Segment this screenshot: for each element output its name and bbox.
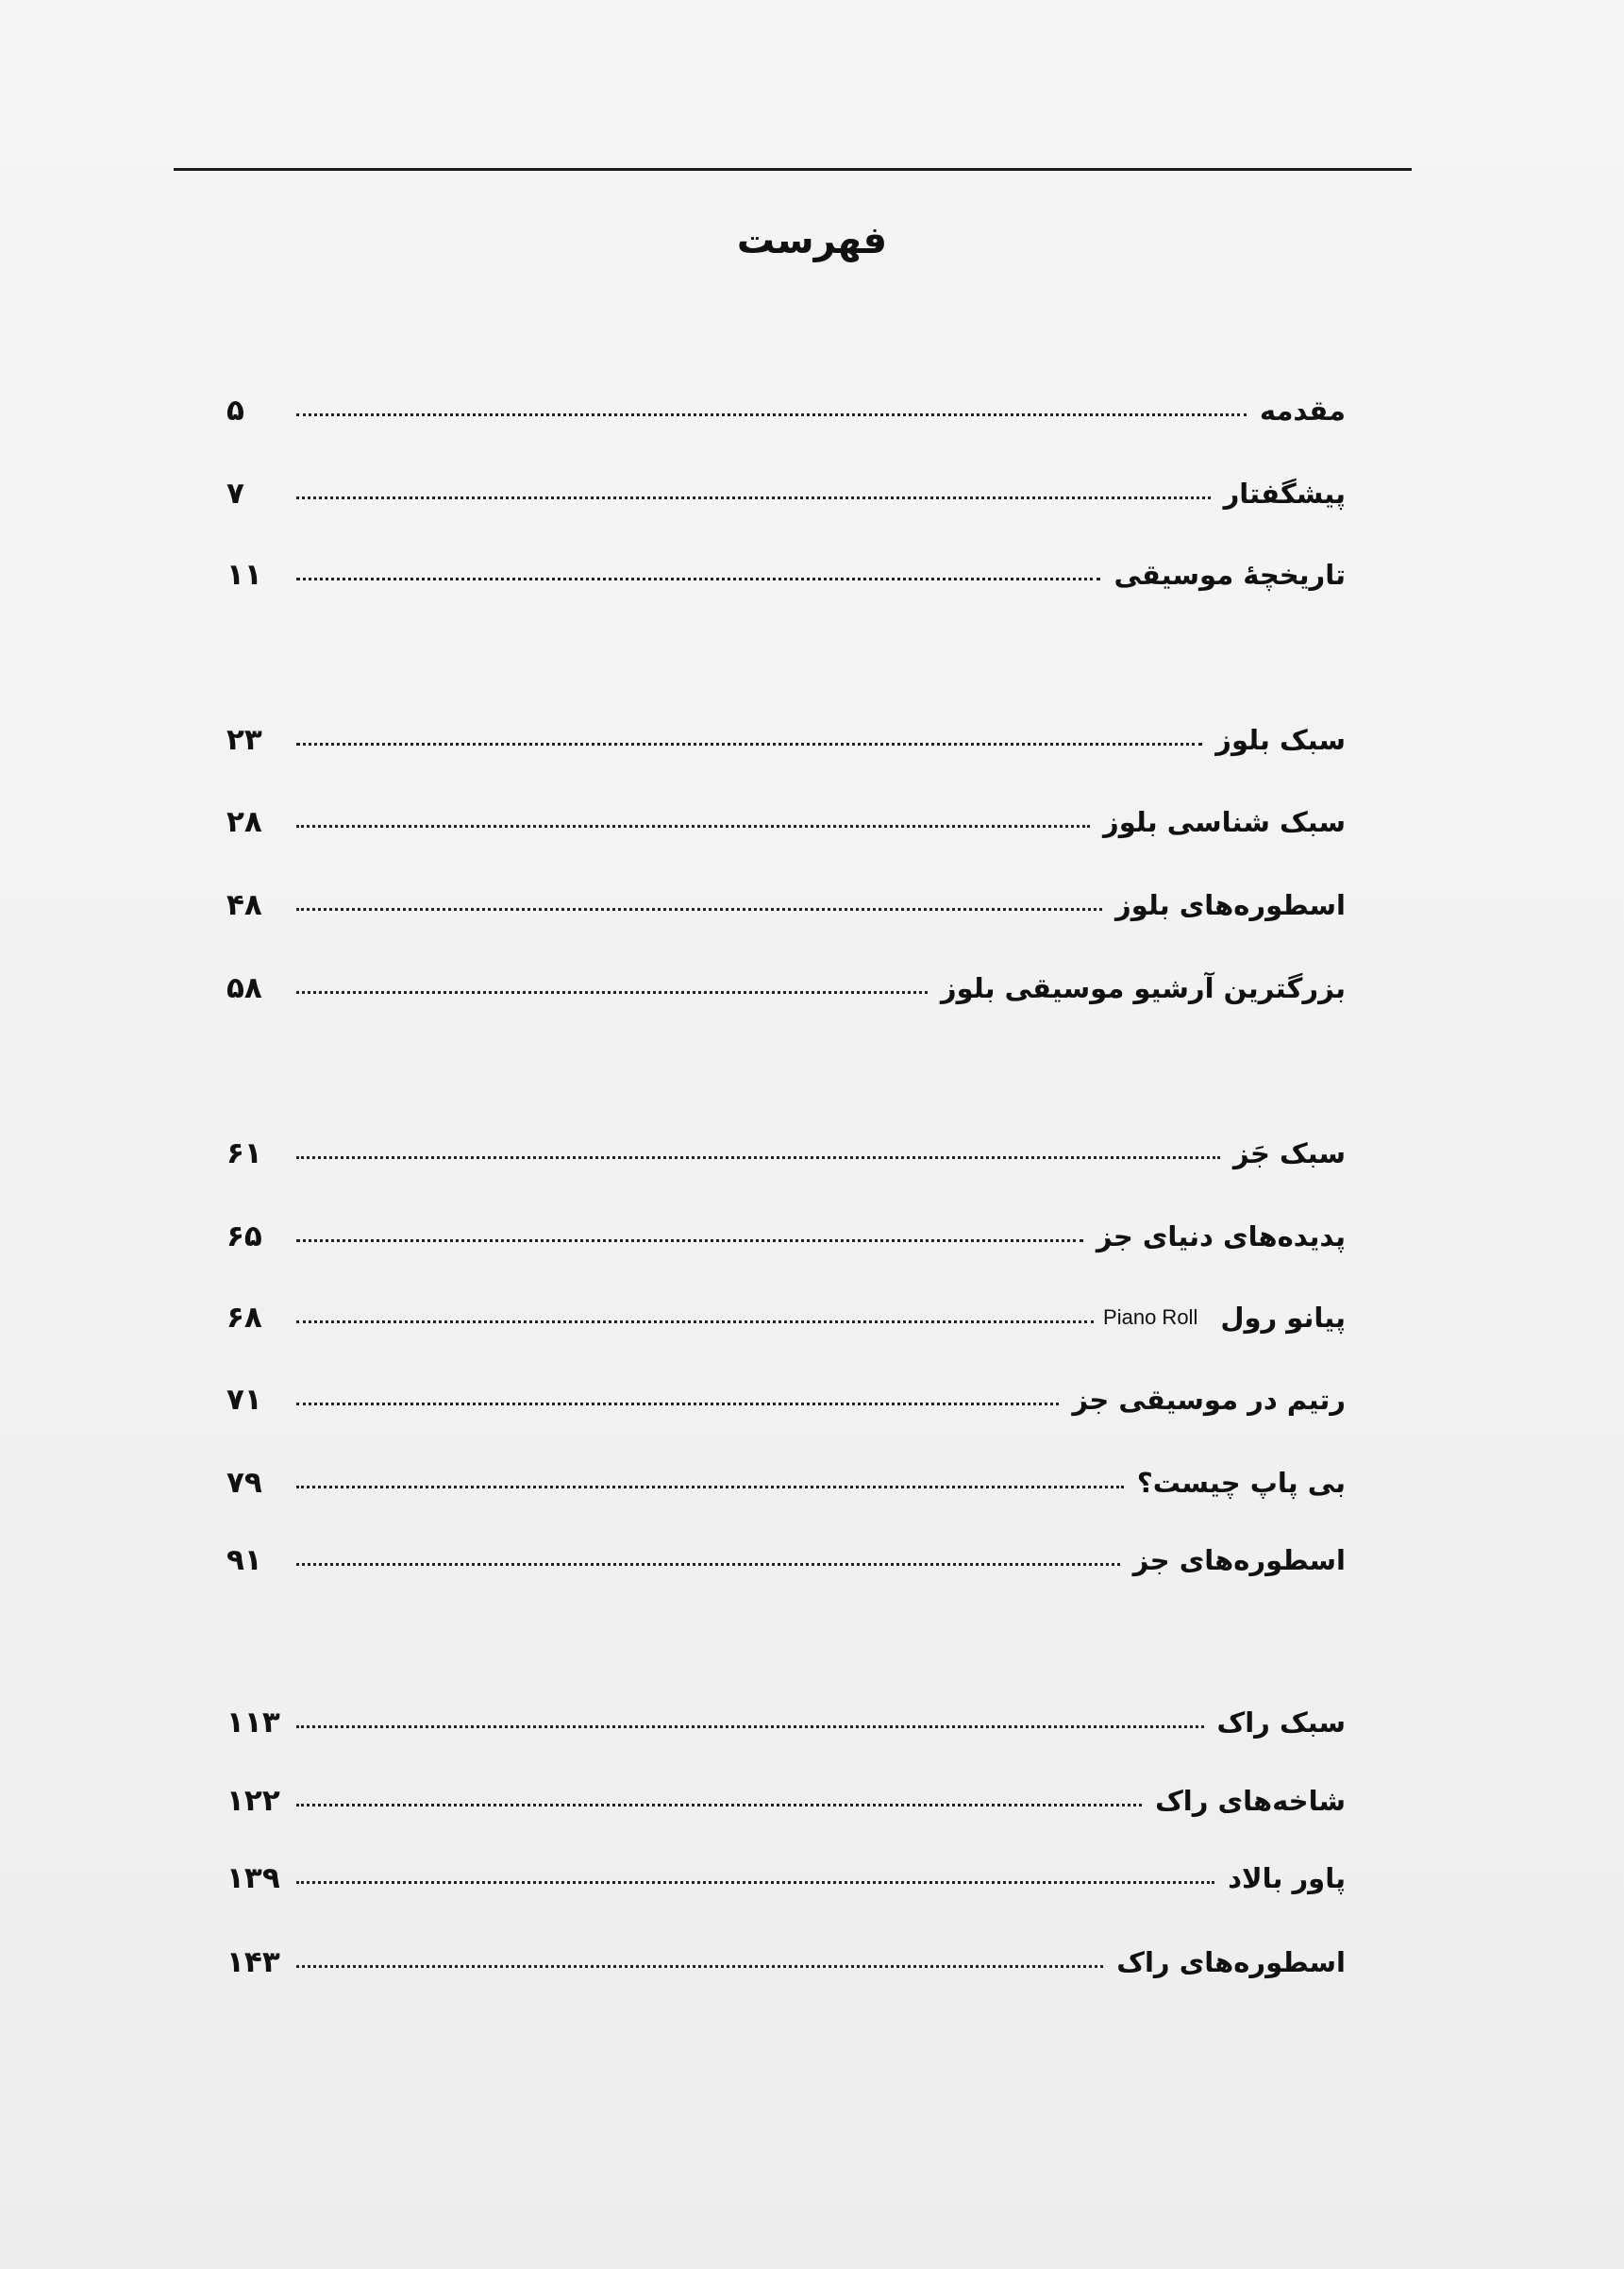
toc-entry-latin-label: Piano Roll bbox=[1103, 1305, 1198, 1329]
toc-entry[interactable] bbox=[226, 384, 1346, 437]
toc-page-number: ۷۹ bbox=[226, 1466, 262, 1500]
dot-leader bbox=[296, 413, 1247, 416]
toc-entry[interactable] bbox=[226, 796, 1346, 849]
toc-entry-label: تاریخچهٔ موسیقی bbox=[1113, 559, 1346, 591]
toc-entry[interactable] bbox=[226, 1456, 1346, 1509]
toc-entry[interactable] bbox=[226, 714, 1346, 766]
toc-page-number: ۱۲۲ bbox=[226, 1784, 280, 1818]
toc-page-number: ۱۱۳ bbox=[226, 1706, 280, 1740]
toc-page-number: ۵۸ bbox=[226, 971, 262, 1005]
toc-entry[interactable] bbox=[226, 548, 1346, 601]
dot-leader bbox=[296, 1725, 1204, 1728]
toc-entry[interactable] bbox=[226, 1696, 1346, 1749]
toc-entry-label: سبک بلوز bbox=[1215, 724, 1346, 756]
dot-leader bbox=[296, 743, 1202, 746]
toc-entry[interactable] bbox=[226, 1373, 1346, 1426]
toc-entry-label: پدیده‌های دنیای جز bbox=[1096, 1220, 1346, 1252]
toc-page-number: ۷۱ bbox=[226, 1383, 262, 1417]
page-title: فهرست bbox=[736, 219, 888, 262]
dot-leader bbox=[296, 1881, 1214, 1884]
toc-entry[interactable] bbox=[226, 1852, 1346, 1905]
toc-entry-label: سبک شناسی بلوز bbox=[1103, 806, 1346, 838]
dot-leader bbox=[296, 1486, 1124, 1488]
toc-entry-label: بی پاپ چیست؟ bbox=[1136, 1467, 1346, 1499]
dot-leader bbox=[296, 496, 1211, 499]
toc-entry[interactable] bbox=[226, 467, 1346, 520]
toc-entry-label: رتیم در موسیقی جز bbox=[1072, 1384, 1346, 1416]
toc-entry-label: پیانو رول bbox=[1220, 1302, 1346, 1334]
dot-leader bbox=[296, 578, 1100, 580]
toc-entry-label: اسطوره‌های جز bbox=[1132, 1544, 1346, 1576]
toc-entry[interactable] bbox=[226, 1774, 1346, 1827]
dot-leader bbox=[296, 1965, 1103, 1968]
toc-page-number: ۱۴۳ bbox=[226, 1945, 280, 1979]
dot-leader bbox=[296, 1239, 1083, 1242]
toc-page-number: ۱۳۹ bbox=[226, 1861, 280, 1895]
toc-entry[interactable] bbox=[226, 879, 1346, 932]
toc-page-number: ۹۱ bbox=[226, 1543, 262, 1577]
dot-leader bbox=[296, 1320, 1094, 1323]
toc-entry[interactable] bbox=[226, 1534, 1346, 1587]
dot-leader bbox=[296, 908, 1102, 911]
toc-page-number: ۲۸ bbox=[226, 805, 262, 839]
toc-page-number: ۷ bbox=[226, 477, 244, 511]
toc-page-number: ۴۸ bbox=[226, 888, 262, 922]
toc-page-number: ۶۱ bbox=[226, 1136, 262, 1170]
dot-leader bbox=[296, 1156, 1220, 1159]
toc-entry-label: مقدمه bbox=[1259, 395, 1346, 427]
toc-page-number: ۲۳ bbox=[226, 723, 262, 757]
toc-entry[interactable] bbox=[226, 1291, 1346, 1344]
dot-leader bbox=[296, 1403, 1059, 1405]
toc-entry-label: شاخه‌های راک bbox=[1155, 1785, 1346, 1817]
toc-page-number: ۶۵ bbox=[226, 1219, 262, 1253]
toc-page-number: ۱۱ bbox=[226, 558, 262, 592]
toc-entry[interactable] bbox=[226, 1210, 1346, 1263]
toc-entry-label: اسطوره‌های راک bbox=[1116, 1946, 1346, 1978]
toc-entry-label: سبک راک bbox=[1216, 1706, 1346, 1739]
toc-entry-label: بزرگترین آرشیو موسیقی بلوز bbox=[940, 972, 1346, 1004]
toc-entry[interactable] bbox=[226, 962, 1346, 1015]
toc-entry-label: سبک جَز bbox=[1232, 1137, 1346, 1169]
toc-entry-label: پاور بالاد bbox=[1228, 1862, 1346, 1894]
dot-leader bbox=[296, 825, 1090, 828]
dot-leader bbox=[296, 1563, 1120, 1566]
toc-entry-label: پیشگفتار bbox=[1223, 478, 1346, 510]
dot-leader bbox=[296, 1804, 1142, 1807]
toc-entry[interactable] bbox=[226, 1936, 1346, 1989]
toc-page-number: ۵ bbox=[226, 394, 244, 428]
toc-page-number: ۶۸ bbox=[226, 1301, 262, 1335]
toc-entry[interactable] bbox=[226, 1127, 1346, 1180]
dot-leader bbox=[296, 991, 928, 994]
toc-entry-label: اسطوره‌های بلوز bbox=[1115, 889, 1346, 921]
